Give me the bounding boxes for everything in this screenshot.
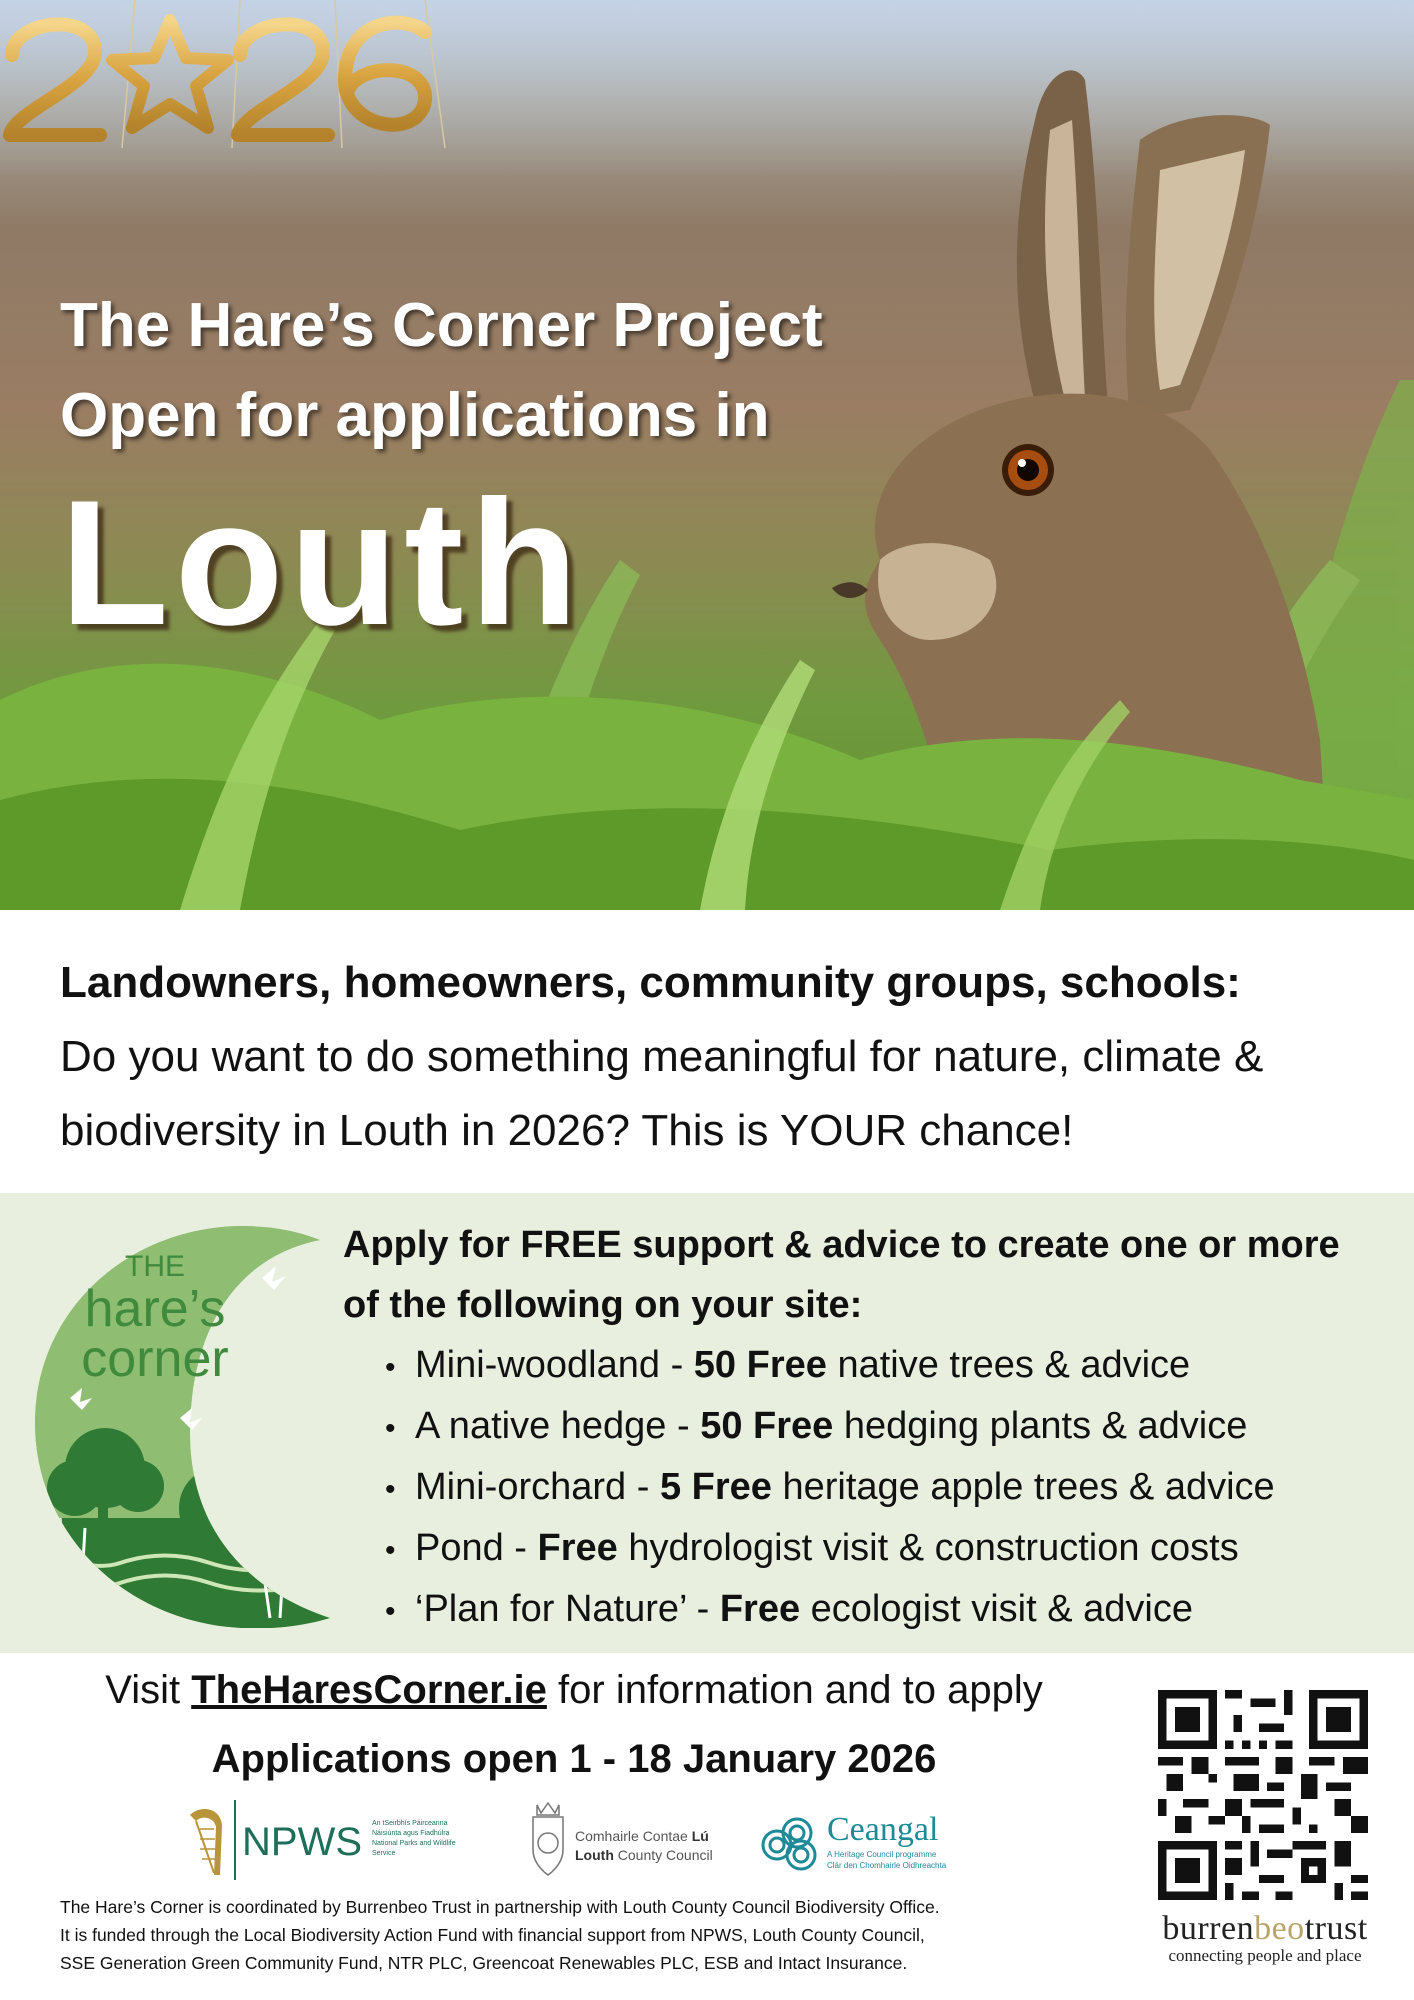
svg-text:An tSeirbhís Páirceanna: An tSeirbhís Páirceanna [372, 1820, 448, 1827]
npws-logo [180, 1795, 480, 1885]
crest-icon [533, 1803, 563, 1875]
visit-line: Visit TheHaresCorner.ie for information and to apply [105, 1668, 1043, 1712]
louth-county-council-logo [515, 1795, 725, 1885]
list-item: • Pond - Free hydrologist visit & construction costs [385, 1519, 1275, 1580]
logo-hares: hare’s [84, 1280, 226, 1338]
year-ornament [0, 0, 440, 150]
website-link[interactable]: TheHaresCorner.ie [191, 1668, 547, 1712]
butterfly-icon [262, 1266, 286, 1290]
svg-text:NPWS: NPWS [242, 1820, 362, 1864]
svg-text:Service: Service [372, 1850, 396, 1857]
county-name: Louth [60, 463, 585, 662]
intro-section [60, 958, 1390, 1168]
logo-corner: corner [81, 1330, 229, 1388]
burrenbeo-wordmark: burrenbeotrust [1162, 1910, 1368, 1947]
svg-text:Náisiúnta agus Fiadhúlra: Náisiúnta agus Fiadhúlra [372, 1830, 450, 1837]
list-item: • Mini-woodland - 50 Free native trees & advice [385, 1336, 1275, 1397]
offer-heading: Apply for FREE support & advice to create one or more of the following on your site: [343, 1224, 1340, 1326]
hares-corner-logo [30, 1218, 340, 1628]
hero-banner [0, 0, 1414, 910]
project-title: The Hare’s Corner Project [60, 291, 823, 360]
call-to-action-text: Do you want to do something meaningful for nature, climate & biodiversity in Louth in 2026? This is YOUR chance! [60, 1032, 1264, 1155]
burrenbeo-trust-logo [1140, 1910, 1390, 1966]
svg-text:Louth County Council: Louth County Council [575, 1847, 713, 1863]
burrenbeo-tagline: connecting people and place [1168, 1946, 1362, 1965]
list-item: • A native hedge - 50 Free hedging plants & advice [385, 1397, 1275, 1458]
open-for-applications: Open for applications in [60, 381, 770, 450]
svg-text:A Heritage Council programme: A Heritage Council programme [827, 1850, 937, 1859]
funding-fine-print: The Hare’s Corner is coordinated by Burrenbeo Trust in partnership with Louth County Council Biodiversity Office. It is funded through the Local Biodiversity Action Fund with financial support from NPWS, Louth County Council, SSE Generation Green Community Fund, NTR PLC, Greencoat Renewables PLC, ESB and Intact Insurance. [60, 1897, 940, 1973]
ceangal-logo [755, 1795, 985, 1885]
logo-the: THE [125, 1250, 185, 1283]
offer-list [385, 1336, 1275, 1641]
application-dates: Applications open 1 - 18 January 2026 [211, 1737, 937, 1781]
qr-code[interactable] [1158, 1690, 1368, 1900]
svg-text:National Parks and Wildlife: National Parks and Wildlife [372, 1840, 456, 1847]
list-item: • Mini-orchard - 5 Free heritage apple trees & advice [385, 1458, 1275, 1519]
offer-band [0, 1193, 1414, 1653]
svg-text:Clár den Chomhairle Oidhreacht: Clár den Chomhairle Oidhreachta [827, 1861, 947, 1870]
svg-text:Comhairle Contae Lú: Comhairle Contae Lú [575, 1828, 709, 1844]
svg-text:Ceangal: Ceangal [827, 1811, 939, 1848]
harp-icon [190, 1809, 222, 1875]
list-item: • ‘Plan for Nature’ - Free ecologist visit & advice [385, 1580, 1275, 1641]
triskele-icon [763, 1819, 815, 1869]
audience-heading: Landowners, homeowners, community groups, schools: [60, 958, 1241, 1007]
